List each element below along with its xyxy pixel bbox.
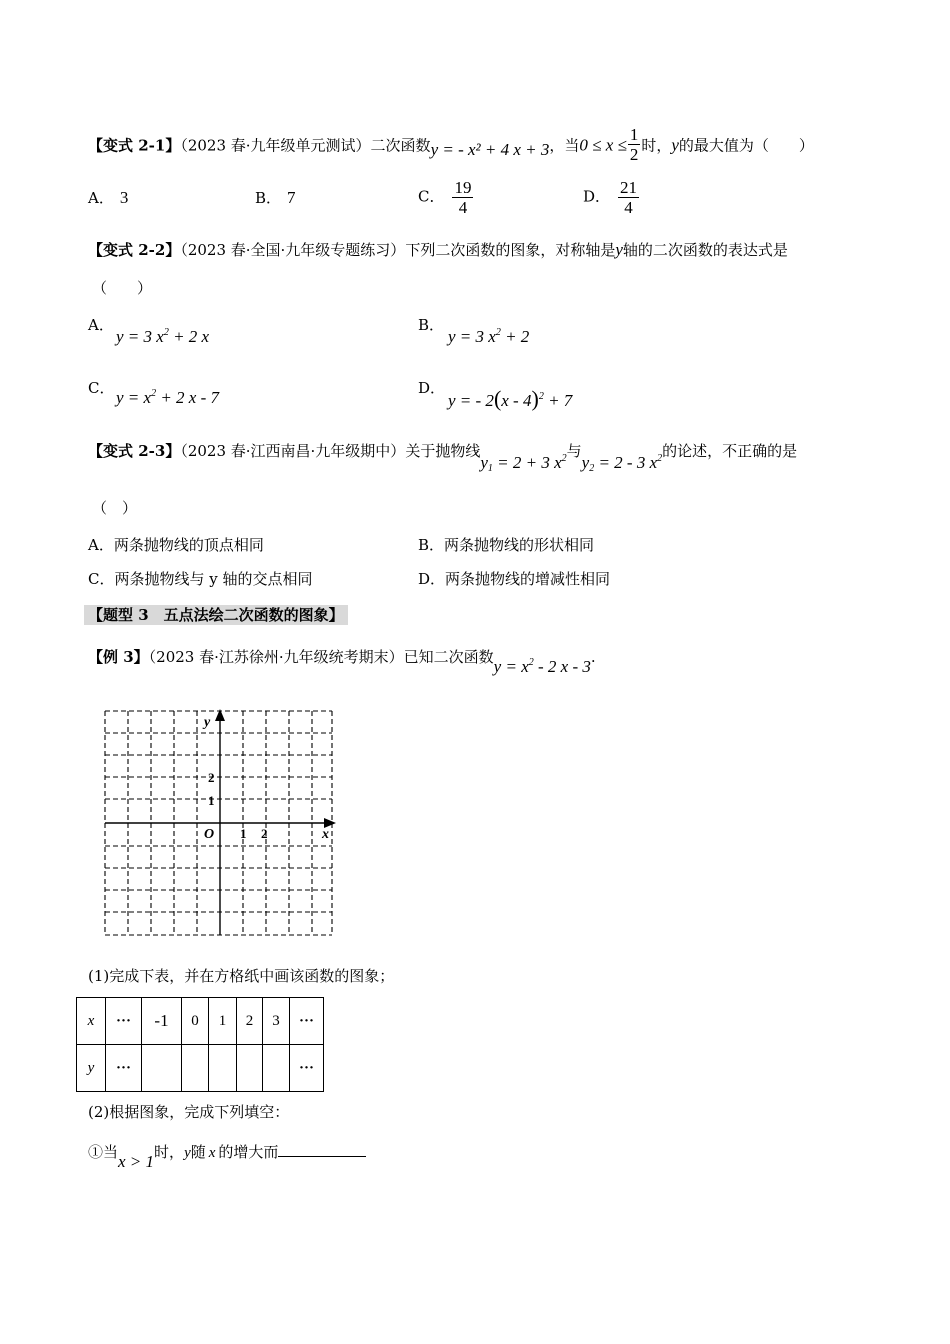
v23-tag: 【变式 2-3】	[88, 442, 181, 460]
v23-with: 与	[566, 442, 582, 460]
y-tick-2: 2	[208, 770, 215, 785]
v23-func2: $y_2 = 2 - 3$ $x^2$	[581, 453, 663, 474]
q1-text2: 随	[190, 1143, 206, 1161]
q1-answer-blank[interactable]	[278, 1140, 366, 1157]
v23-tail: 的论述，不正确的是	[662, 442, 798, 460]
v21-fraction: $\frac{1}{2}$	[629, 125, 639, 164]
v23-option-a[interactable]: A．两条抛物线的顶点相同	[88, 536, 264, 554]
q1-text3: 的增大而	[218, 1143, 279, 1161]
ex3-tag: 【例 3】	[88, 648, 149, 666]
q1-var-y: y	[184, 1145, 191, 1161]
section-heading: 【题型 3 五点法绘二次函数的图象】	[84, 605, 348, 625]
table-input-cell[interactable]	[263, 1045, 290, 1092]
v22-option-c[interactable]: $y = x^2 + 2$ x - 7	[116, 388, 219, 407]
table-input-cell[interactable]	[142, 1045, 182, 1092]
v21-var-y: y	[671, 135, 679, 155]
table-cell: ···	[106, 998, 142, 1045]
v22-text2: 轴的二次函数的表达式是	[622, 241, 788, 259]
v22-text: 下列二次函数的图象，对称轴是	[405, 241, 616, 259]
v21-option-b[interactable]: B． 7	[255, 188, 296, 207]
coordinate-grid[interactable]	[100, 705, 340, 941]
table-cell: 0	[182, 998, 209, 1045]
ex3-source: （2023 春·江苏徐州·九年级统考期末）	[148, 648, 404, 666]
v21-source: （2023 春·九年级单元测试）	[180, 136, 371, 155]
part2-text: (2)根据图象，完成下列填空：	[88, 1103, 290, 1121]
y-axis-label: y	[204, 715, 211, 730]
table-cell: y	[77, 1045, 106, 1092]
v21-comma: ，当	[549, 136, 580, 155]
q1-condition: x > 1	[118, 1152, 155, 1171]
v22-option-d-label[interactable]: D．	[418, 379, 446, 397]
v22-option-d[interactable]: y = - 2(x - 4)$^2$ + 7	[448, 386, 573, 411]
table-input-cell[interactable]	[237, 1045, 263, 1092]
ex3-question	[88, 643, 596, 676]
v21-text: 二次函数	[370, 136, 431, 155]
v22-paren: （ ）	[92, 279, 153, 297]
v23-paren: （ ）	[92, 499, 138, 517]
y-tick-1: 1	[208, 793, 215, 808]
table-cell: ···	[106, 1045, 142, 1092]
table-input-cell[interactable]	[209, 1045, 237, 1092]
v22-tag: 【变式 2-2】	[88, 241, 181, 259]
v23-question	[88, 437, 798, 474]
v23-option-b[interactable]: B．两条抛物线的形状相同	[418, 536, 595, 554]
v22-var-y: y	[615, 240, 623, 259]
v21-option-a[interactable]: A． 3	[88, 188, 129, 207]
ex3-end: .	[590, 648, 596, 666]
v22-option-a[interactable]: y = 3 $x^2 + 2$ x	[116, 327, 210, 346]
v22-option-b-label[interactable]: B．	[418, 316, 445, 334]
table-input-cell[interactable]	[182, 1045, 209, 1092]
q1-line	[88, 1140, 366, 1171]
value-table	[76, 997, 324, 1092]
table-cell: ···	[290, 998, 324, 1045]
v21-tag: 【变式 2-1】	[88, 136, 181, 155]
q1-text: 时，	[154, 1143, 185, 1161]
v22-source: （2023 春·全国·九年级专题练习）	[180, 241, 406, 259]
v23-func1: $y_1 = 2 + 3$ $x^2$	[480, 453, 567, 474]
table-row-x	[77, 998, 324, 1045]
v21-option-d[interactable]: D． $\frac{21}{4}$	[583, 178, 638, 217]
v22-option-b[interactable]: y = 3 $x^2 + 2$	[448, 327, 530, 346]
table-cell: 2	[237, 998, 263, 1045]
table-cell: x	[77, 998, 106, 1045]
x-axis-label: x	[322, 827, 329, 842]
v22-question	[88, 240, 788, 260]
part1-text: (1)完成下表，并在方格纸中画该函数的图象；	[88, 967, 395, 985]
q1-marker: ①当	[88, 1143, 119, 1161]
x-tick-1: 1	[240, 826, 247, 841]
ex3-text: 已知二次函数	[403, 648, 494, 666]
table-cell: -1	[142, 998, 182, 1045]
v21-tail: 的最大值为（ ）	[678, 136, 814, 155]
ex3-function: $y = x^2 - 2$ x - 3	[493, 657, 591, 676]
table-row-y	[77, 1045, 324, 1092]
origin-label: O	[204, 827, 215, 842]
v21-function: y = - x² + 4 x + 3	[430, 139, 550, 159]
v22-option-c-label[interactable]: C．	[88, 379, 115, 397]
v23-text: 关于抛物线	[405, 442, 481, 460]
v21-option-c[interactable]: C． $\frac{19}{4}$	[418, 178, 472, 217]
v22-option-a-label[interactable]: A．	[88, 316, 114, 334]
v21-text-after: 时，	[641, 136, 672, 155]
v21-question	[88, 127, 814, 166]
v21-condition: 0 ≤ x ≤	[579, 135, 627, 155]
q1-var-x: x	[208, 1145, 216, 1161]
table-cell: 3	[263, 998, 290, 1045]
x-tick-2: 2	[261, 826, 268, 841]
table-cell: 1	[209, 998, 237, 1045]
v23-option-c[interactable]: C．两条抛物线与 y 轴的交点相同	[88, 570, 313, 588]
table-cell: ···	[290, 1045, 324, 1092]
v23-source: （2023 春·江西南昌·九年级期中）	[180, 442, 406, 460]
y-axis-arrow-icon	[215, 709, 225, 721]
v23-option-d[interactable]: D．两条抛物线的增减性相同	[418, 570, 611, 588]
